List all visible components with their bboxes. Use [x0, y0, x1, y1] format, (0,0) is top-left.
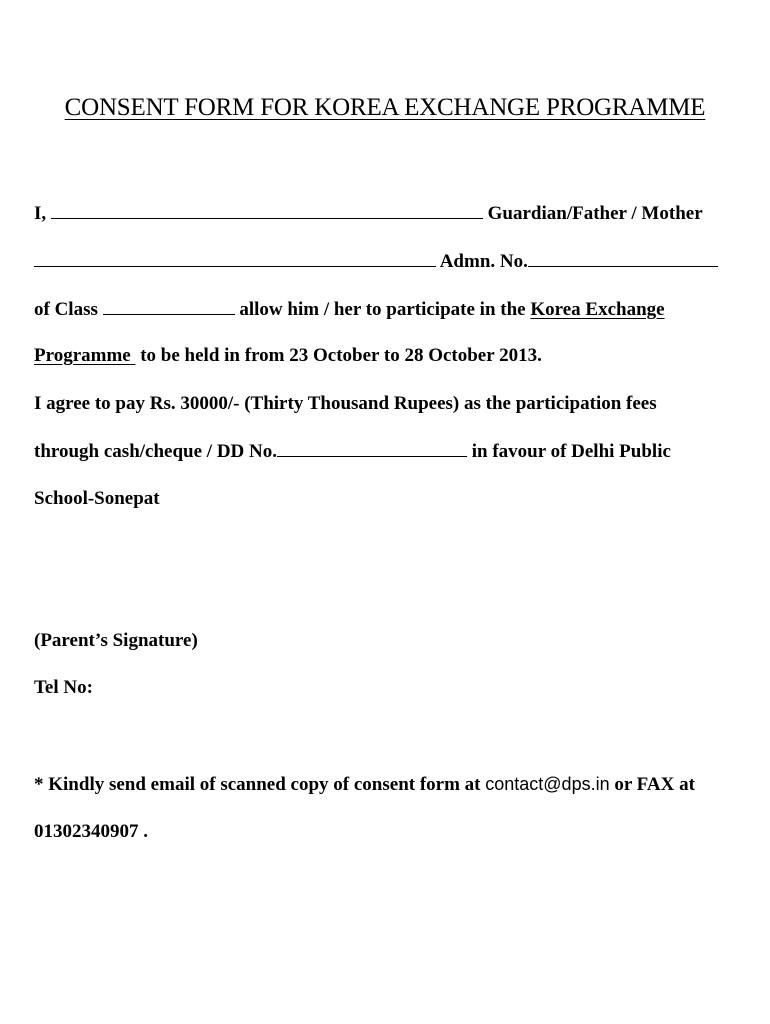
admn-no-label: Admn. No. — [439, 251, 528, 272]
fax-number: 01302340907 . — [34, 821, 148, 842]
payment-method-label: through cash/cheque / DD No. — [34, 441, 277, 462]
fax-label: or FAX at — [614, 774, 695, 795]
class-blank[interactable] — [103, 298, 235, 315]
class-label: of Class — [34, 299, 98, 320]
relation-label: Guardian/Father / Mother — [487, 203, 703, 224]
guardian-name-blank[interactable] — [51, 202, 483, 219]
school-name: School-Sonepat — [34, 488, 160, 509]
payee-text: in favour of Delhi Public — [471, 441, 671, 462]
fee-agreement-text: I agree to pay Rs. 30000/- (Thirty Thousand Rupees) as the participation fees — [34, 393, 657, 414]
programme-dates-line — [34, 345, 542, 367]
parent-signature-label: (Parent’s Signature) — [34, 630, 198, 651]
class-line — [34, 298, 665, 321]
programme-dates: to be held in from 23 October to 28 October 2013. — [140, 345, 542, 366]
school-name-line — [34, 488, 160, 510]
email-instruction-line — [34, 773, 695, 796]
email-instruction-text: * Kindly send email of scanned copy of consent form at — [34, 774, 481, 795]
guardian-name-line — [34, 202, 703, 225]
student-name-blank[interactable] — [34, 250, 436, 267]
name-prefix: I, — [34, 203, 47, 224]
contact-email: contact@dps.in — [485, 774, 610, 794]
tel-no-label: Tel No: — [34, 677, 93, 698]
fee-agreement-line — [34, 393, 657, 415]
admission-number-line — [34, 250, 718, 273]
payment-line — [34, 440, 671, 463]
form-title: CONSENT FORM FOR KOREA EXCHANGE PROGRAMME — [64, 94, 706, 121]
programme-name-part2: Programme — [34, 345, 131, 366]
admn-no-blank[interactable] — [528, 250, 718, 267]
permission-text: allow him / her to participate in the — [239, 299, 526, 320]
programme-name-part1: Korea Exchange — [530, 299, 665, 320]
dd-number-blank[interactable] — [277, 440, 467, 457]
